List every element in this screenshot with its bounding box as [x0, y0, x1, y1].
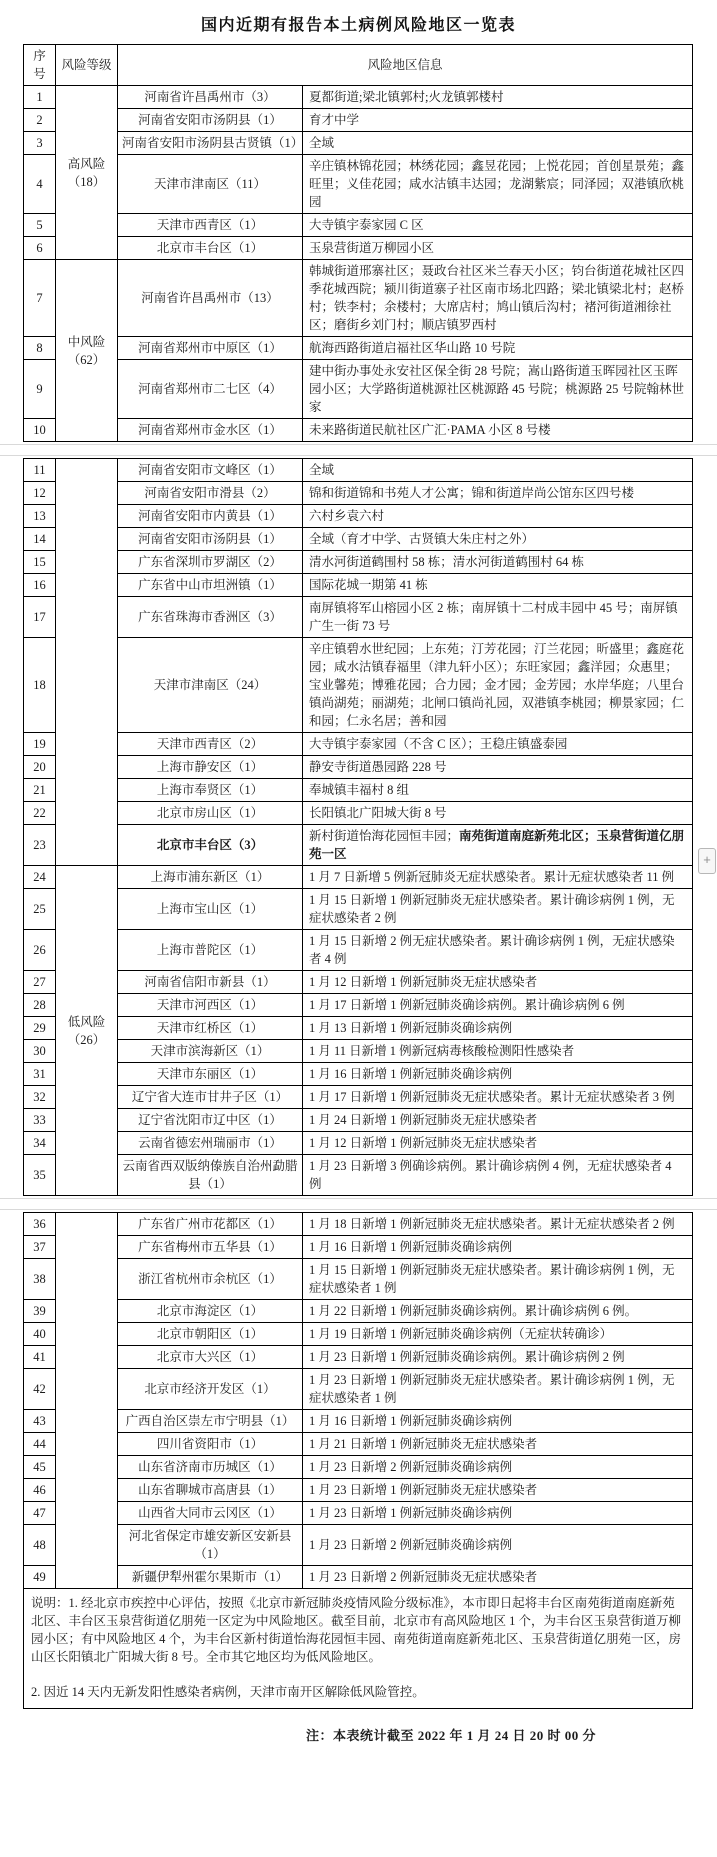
row-serial-cell: 34	[24, 1132, 56, 1155]
region-cell: 北京市朝阳区（1）	[118, 1323, 303, 1346]
plus-handle-button[interactable]: +	[698, 848, 716, 874]
table-body-page-3	[24, 1213, 693, 1709]
row-serial-cell: 33	[24, 1109, 56, 1132]
detail-cell: 静安寺街道愚园路 228 号	[303, 756, 693, 779]
explanation-cell	[24, 1589, 693, 1709]
table-row	[24, 574, 693, 597]
detail-cell: 全域（育才中学、古贤镇大朱庄村之外）	[303, 528, 693, 551]
detail-cell: 1 月 23 日新增 2 例新冠肺炎无症状感染者	[303, 1566, 693, 1589]
row-serial-cell: 22	[24, 802, 56, 825]
row-serial-cell: 17	[24, 597, 56, 638]
row-serial-cell: 2	[24, 109, 56, 132]
region-cell: 广东省深圳市罗湖区（2）	[118, 551, 303, 574]
table-row	[24, 802, 693, 825]
table-row	[24, 237, 693, 260]
region-cell: 上海市静安区（1）	[118, 756, 303, 779]
detail-cell: 全域	[303, 132, 693, 155]
row-serial-cell: 43	[24, 1410, 56, 1433]
table-row	[24, 825, 693, 866]
table-row	[24, 360, 693, 419]
detail-cell: 建中街办事处永安社区保全街 28 号院；嵩山路街道玉晖园社区玉晖园小区；大学路街道桃源社区桃源路 45 号院；桃源路 25 号院翰林世家	[303, 360, 693, 419]
page-break-gap-2	[0, 1196, 717, 1212]
explanation-row	[24, 1589, 693, 1709]
detail-cell: 1 月 12 日新增 1 例新冠肺炎无症状感染者	[303, 1132, 693, 1155]
region-cell: 北京市丰台区（1）	[118, 237, 303, 260]
row-serial-cell: 7	[24, 260, 56, 337]
detail-cell: 韩城街道邢寨社区；聂政台社区米兰春天小区；钧台街道花城社区四季花城西院；颍川街道寨子社区南市场北四路；梁北镇梁北村；赵桥村；铁李村；余楼村；大席店村；鸠山镇后沟村；褚河街道湘徐社区；磨街乡刘门村；顺店镇罗西村	[303, 260, 693, 337]
detail-cell: 六村乡袁六村	[303, 505, 693, 528]
risk-level-cell	[56, 1213, 118, 1589]
table-row	[24, 528, 693, 551]
row-serial-cell: 23	[24, 825, 56, 866]
table-row	[24, 1479, 693, 1502]
region-cell: 广西自治区崇左市宁明县（1）	[118, 1410, 303, 1433]
table-row	[24, 155, 693, 214]
table-row	[24, 756, 693, 779]
table-row	[24, 505, 693, 528]
region-cell: 广东省广州市花都区（1）	[118, 1213, 303, 1236]
region-cell: 浙江省杭州市余杭区（1）	[118, 1259, 303, 1300]
table-row	[24, 1040, 693, 1063]
table-row	[24, 214, 693, 237]
region-cell: 天津市津南区（24）	[118, 638, 303, 733]
risk-table-page-1	[23, 44, 693, 442]
table-row	[24, 1132, 693, 1155]
detail-cell: 航海西路街道启福社区华山路 10 号院	[303, 337, 693, 360]
region-cell: 河南省郑州市中原区（1）	[118, 337, 303, 360]
region-cell: 山东省济南市历城区（1）	[118, 1456, 303, 1479]
table-row	[24, 1155, 693, 1196]
region-cell: 北京市大兴区（1）	[118, 1346, 303, 1369]
table-row	[24, 1109, 693, 1132]
statistics-deadline-note: 注：本表统计截至 2022 年 1 月 24 日 20 时 00 分	[305, 1728, 596, 1743]
region-cell: 辽宁省大连市甘井子区（1）	[118, 1086, 303, 1109]
detail-cell: 1 月 17 日新增 1 例新冠肺炎无症状感染者。累计无症状感染者 3 例	[303, 1086, 693, 1109]
region-cell: 广东省珠海市香洲区（3）	[118, 597, 303, 638]
detail-cell: 1 月 15 日新增 1 例新冠肺炎无症状感染者。累计确诊病例 1 例，无症状感染者 2 例	[303, 889, 693, 930]
detail-cell: 1 月 21 日新增 1 例新冠肺炎无症状感染者	[303, 1433, 693, 1456]
region-cell: 天津市红桥区（1）	[118, 1017, 303, 1040]
row-serial-cell: 36	[24, 1213, 56, 1236]
row-serial-cell: 8	[24, 337, 56, 360]
detail-cell: 辛庄镇林锦花园；林绣花园；鑫昱花园；上悦花园；首创星景苑；鑫旺里；义佳花园；咸水沽镇丰达园；龙湖紫宸；同泽园；双港镇欣桃园	[303, 155, 693, 214]
header-row	[24, 45, 693, 86]
detail-cell: 1 月 15 日新增 1 例新冠肺炎无症状感染者。累计确诊病例 1 例，无症状感染者 1 例	[303, 1259, 693, 1300]
table-row	[24, 1346, 693, 1369]
row-serial-cell: 48	[24, 1525, 56, 1566]
table-row	[24, 1525, 693, 1566]
row-serial-cell: 30	[24, 1040, 56, 1063]
table-row	[24, 638, 693, 733]
detail-cell: 1 月 11 日新增 1 例新冠病毒核酸检测阳性感染者	[303, 1040, 693, 1063]
table-row	[24, 971, 693, 994]
detail-cell: 1 月 18 日新增 1 例新冠肺炎无症状感染者。累计无症状感染者 2 例	[303, 1213, 693, 1236]
detail-cell: 未来路街道民航社区广汇·PAMA 小区 8 号楼	[303, 419, 693, 442]
table-row	[24, 930, 693, 971]
region-cell: 新疆伊犁州霍尔果斯市（1）	[118, 1566, 303, 1589]
detail-cell: 1 月 16 日新增 1 例新冠肺炎确诊病例	[303, 1236, 693, 1259]
table-row	[24, 551, 693, 574]
table-header	[24, 45, 693, 86]
table-row	[24, 779, 693, 802]
region-cell: 天津市滨海新区（1）	[118, 1040, 303, 1063]
explanation-line: 说明：1. 经北京市疾控中心评估，按照《北京市新冠肺炎疫情风险分级标准》，本市即日起将丰台区南苑街道南庭新苑北区、丰台区玉泉营街道亿朋苑一区定为中风险地区。截至目前，北京市有高风险地区 1 个，为丰台区玉泉营街道万柳园小区；有中风险地区 4 个，为丰台区新村街道怡海花园恒丰园、南苑街道南庭新苑北区、玉泉营街道亿朋苑一区，房山区长阳镇北广阳城大街 8 号。全市其它地区均为低风险地区。	[31, 1596, 682, 1664]
row-serial-cell: 39	[24, 1300, 56, 1323]
region-cell: 河北省保定市雄安新区安新县（1）	[118, 1525, 303, 1566]
region-cell: 河南省郑州市金水区（1）	[118, 419, 303, 442]
row-serial-cell: 35	[24, 1155, 56, 1196]
detail-cell: 1 月 7 日新增 5 例新冠肺炎无症状感染者。累计无症状感染者 11 例	[303, 866, 693, 889]
row-serial-cell: 28	[24, 994, 56, 1017]
table-row	[24, 1323, 693, 1346]
detail-cell: 1 月 23 日新增 1 例新冠肺炎确诊病例	[303, 1502, 693, 1525]
row-serial-cell: 38	[24, 1259, 56, 1300]
table-row	[24, 1086, 693, 1109]
table-row	[24, 337, 693, 360]
row-serial-cell: 3	[24, 132, 56, 155]
table-row	[24, 1410, 693, 1433]
detail-cell: 1 月 16 日新增 1 例新冠肺炎确诊病例	[303, 1410, 693, 1433]
table-row	[24, 1300, 693, 1323]
detail-cell: 夏都街道;梁北镇郭村;火龙镇郭楼村	[303, 86, 693, 109]
region-cell: 河南省信阳市新县（1）	[118, 971, 303, 994]
table-body-page-1	[24, 86, 693, 442]
table-row	[24, 109, 693, 132]
table-row	[24, 86, 693, 109]
header-risk-info: 风险地区信息	[118, 45, 693, 86]
region-cell: 广东省梅州市五华县（1）	[118, 1236, 303, 1259]
region-cell: 北京市经济开发区（1）	[118, 1369, 303, 1410]
detail-cell: 1 月 16 日新增 1 例新冠肺炎确诊病例	[303, 1063, 693, 1086]
table-row	[24, 1017, 693, 1040]
table-row	[24, 132, 693, 155]
detail-cell: 育才中学	[303, 109, 693, 132]
region-cell: 北京市海淀区（1）	[118, 1300, 303, 1323]
table-row	[24, 1369, 693, 1410]
row-serial-cell: 27	[24, 971, 56, 994]
row-serial-cell: 25	[24, 889, 56, 930]
region-cell: 云南省西双版纳傣族自治州勐腊县（1）	[118, 1155, 303, 1196]
region-cell: 广东省中山市坦洲镇（1）	[118, 574, 303, 597]
region-cell: 河南省安阳市文峰区（1）	[118, 459, 303, 482]
row-serial-cell: 15	[24, 551, 56, 574]
detail-cell: 1 月 24 日新增 1 例新冠肺炎无症状感染者	[303, 1109, 693, 1132]
region-cell: 河南省安阳市内黄县（1）	[118, 505, 303, 528]
table-row	[24, 482, 693, 505]
row-serial-cell: 40	[24, 1323, 56, 1346]
row-serial-cell: 46	[24, 1479, 56, 1502]
row-serial-cell: 21	[24, 779, 56, 802]
region-cell: 上海市普陀区（1）	[118, 930, 303, 971]
detail-cell: 1 月 23 日新增 1 例新冠肺炎无症状感染者	[303, 1479, 693, 1502]
region-cell: 北京市房山区（1）	[118, 802, 303, 825]
row-serial-cell: 4	[24, 155, 56, 214]
table-row	[24, 1236, 693, 1259]
region-cell: 天津市西青区（2）	[118, 733, 303, 756]
region-cell: 河南省郑州市二七区（4）	[118, 360, 303, 419]
table-body-page-2	[24, 459, 693, 1196]
region-cell: 四川省资阳市（1）	[118, 1433, 303, 1456]
region-cell: 河南省安阳市汤阴县（1）	[118, 109, 303, 132]
region-cell: 上海市浦东新区（1）	[118, 866, 303, 889]
region-cell: 北京市丰台区（3）	[118, 825, 303, 866]
table-row	[24, 1063, 693, 1086]
risk-level-cell	[56, 459, 118, 866]
region-cell: 山东省聊城市高唐县（1）	[118, 1479, 303, 1502]
detail-cell: 玉泉营街道万柳园小区	[303, 237, 693, 260]
detail-cell: 1 月 12 日新增 1 例新冠肺炎无症状感染者	[303, 971, 693, 994]
region-cell: 天津市河西区（1）	[118, 994, 303, 1017]
detail-cell: 1 月 13 日新增 1 例新冠肺炎确诊病例	[303, 1017, 693, 1040]
detail-cell: 1 月 23 日新增 2 例新冠肺炎确诊病例	[303, 1456, 693, 1479]
row-serial-cell: 32	[24, 1086, 56, 1109]
row-serial-cell: 45	[24, 1456, 56, 1479]
detail-cell: 1 月 23 日新增 1 例新冠肺炎确诊病例。累计确诊病例 2 例	[303, 1346, 693, 1369]
row-serial-cell: 29	[24, 1017, 56, 1040]
detail-cell: 1 月 23 日新增 2 例新冠肺炎确诊病例	[303, 1525, 693, 1566]
table-row	[24, 1502, 693, 1525]
row-serial-cell: 13	[24, 505, 56, 528]
row-serial-cell: 5	[24, 214, 56, 237]
region-cell: 上海市宝山区（1）	[118, 889, 303, 930]
table-row	[24, 260, 693, 337]
detail-cell: 全域	[303, 459, 693, 482]
region-cell: 辽宁省沈阳市辽中区（1）	[118, 1109, 303, 1132]
row-serial-cell: 24	[24, 866, 56, 889]
region-cell: 天津市津南区（11）	[118, 155, 303, 214]
table-row	[24, 733, 693, 756]
detail-cell: 清水河街道鹤围村 58 栋；清水河街道鹤围村 64 栋	[303, 551, 693, 574]
risk-level-cell: 低风险 （26）	[56, 866, 118, 1196]
detail-cell: 1 月 23 日新增 1 例新冠肺炎无症状感染者。累计确诊病例 1 例，无症状感染者 1 例	[303, 1369, 693, 1410]
table-row	[24, 866, 693, 889]
table-row	[24, 1259, 693, 1300]
row-serial-cell: 6	[24, 237, 56, 260]
row-serial-cell: 1	[24, 86, 56, 109]
row-serial-cell: 20	[24, 756, 56, 779]
row-serial-cell: 9	[24, 360, 56, 419]
region-cell: 河南省安阳市滑县（2）	[118, 482, 303, 505]
detail-cell: 奉城镇丰福村 8 组	[303, 779, 693, 802]
region-cell: 山西省大同市云冈区（1）	[118, 1502, 303, 1525]
row-serial-cell: 18	[24, 638, 56, 733]
risk-level-cell: 中风险 （62）	[56, 260, 118, 442]
detail-bold-text: 南苑街道南庭新苑北区；玉泉营街道亿朋苑一区	[309, 829, 685, 861]
detail-cell: 锦和街道锦和书苑人才公寓；锦和街道岸尚公馆东区四号楼	[303, 482, 693, 505]
region-cell: 上海市奉贤区（1）	[118, 779, 303, 802]
table-row	[24, 1456, 693, 1479]
explanation-line: 2. 因近 14 天内无新发阳性感染者病例，天津市南开区解除低风险管控。	[31, 1685, 425, 1699]
row-serial-cell: 10	[24, 419, 56, 442]
row-serial-cell: 31	[24, 1063, 56, 1086]
detail-cell: 国际花城一期第 41 栋	[303, 574, 693, 597]
table-row	[24, 597, 693, 638]
region-cell: 河南省许昌禹州市（13）	[118, 260, 303, 337]
row-serial-cell: 42	[24, 1369, 56, 1410]
risk-level-cell: 高风险 （18）	[56, 86, 118, 260]
risk-table-page-3	[23, 1212, 693, 1709]
row-serial-cell: 47	[24, 1502, 56, 1525]
region-cell: 云南省德宏州瑞丽市（1）	[118, 1132, 303, 1155]
row-serial-cell: 12	[24, 482, 56, 505]
row-serial-cell: 37	[24, 1236, 56, 1259]
detail-cell: 1 月 23 日新增 3 例确诊病例。累计确诊病例 4 例，无症状感染者 4 例	[303, 1155, 693, 1196]
region-cell: 河南省安阳市汤阴县古贤镇（1）	[118, 132, 303, 155]
detail-cell: 新村街道怡海花园恒丰园；南苑街道南庭新苑北区；玉泉营街道亿朋苑一区	[303, 825, 693, 866]
row-serial-cell: 14	[24, 528, 56, 551]
region-cell: 河南省许昌禹州市（3）	[118, 86, 303, 109]
row-serial-cell: 49	[24, 1566, 56, 1589]
table-row	[24, 1213, 693, 1236]
region-cell: 河南省安阳市汤阴县（1）	[118, 528, 303, 551]
table-row	[24, 994, 693, 1017]
row-serial-cell: 16	[24, 574, 56, 597]
row-serial-cell: 26	[24, 930, 56, 971]
detail-cell: 1 月 19 日新增 1 例新冠肺炎确诊病例（无症状转确诊）	[303, 1323, 693, 1346]
table-row	[24, 459, 693, 482]
detail-cell: 大寺镇宇泰家园 C 区	[303, 214, 693, 237]
header-risk-level: 风险等级	[56, 45, 118, 86]
detail-cell: 长阳镇北广阳城大街 8 号	[303, 802, 693, 825]
table-row	[24, 889, 693, 930]
region-cell: 天津市东丽区（1）	[118, 1063, 303, 1086]
row-serial-cell: 19	[24, 733, 56, 756]
detail-cell: 辛庄镇碧水世纪园；上东苑；汀芳花园；汀兰花园；昕盛里；鑫庭花园；咸水沽镇春福里（津九轩小区）；东旺家园；鑫洋园；众惠里；宝业馨苑；博雅花园；合力园；金才园；金芳园；水岸华庭；八里台镇尚湖苑；丽湖苑；北闸口镇尚礼园，双港镇李桃园；柳景家园；仁和园；仁永名居；善和园	[303, 638, 693, 733]
detail-cell: 南屏镇将军山榕园小区 2 栋；南屏镇十二村成丰园中 45 号；南屏镇广生一街 73 号	[303, 597, 693, 638]
table-row	[24, 419, 693, 442]
table-row	[24, 1566, 693, 1589]
row-serial-cell: 11	[24, 459, 56, 482]
risk-table-page-2	[23, 458, 693, 1196]
region-cell: 天津市西青区（1）	[118, 214, 303, 237]
row-serial-cell: 44	[24, 1433, 56, 1456]
header-serial: 序号	[24, 45, 56, 86]
row-serial-cell: 41	[24, 1346, 56, 1369]
detail-cell: 1 月 15 日新增 2 例无症状感染者。累计确诊病例 1 例，无症状感染者 4 例	[303, 930, 693, 971]
page-break-gap-1	[0, 442, 717, 458]
detail-cell: 大寺镇宇泰家园（不含 C 区）；王稳庄镇盛泰园	[303, 733, 693, 756]
detail-cell: 1 月 22 日新增 1 例新冠肺炎确诊病例。累计确诊病例 6 例。	[303, 1300, 693, 1323]
page-title: 国内近期有报告本土病例风险地区一览表	[200, 17, 516, 34]
table-row	[24, 1433, 693, 1456]
detail-cell: 1 月 17 日新增 1 例新冠肺炎确诊病例。累计确诊病例 6 例	[303, 994, 693, 1017]
